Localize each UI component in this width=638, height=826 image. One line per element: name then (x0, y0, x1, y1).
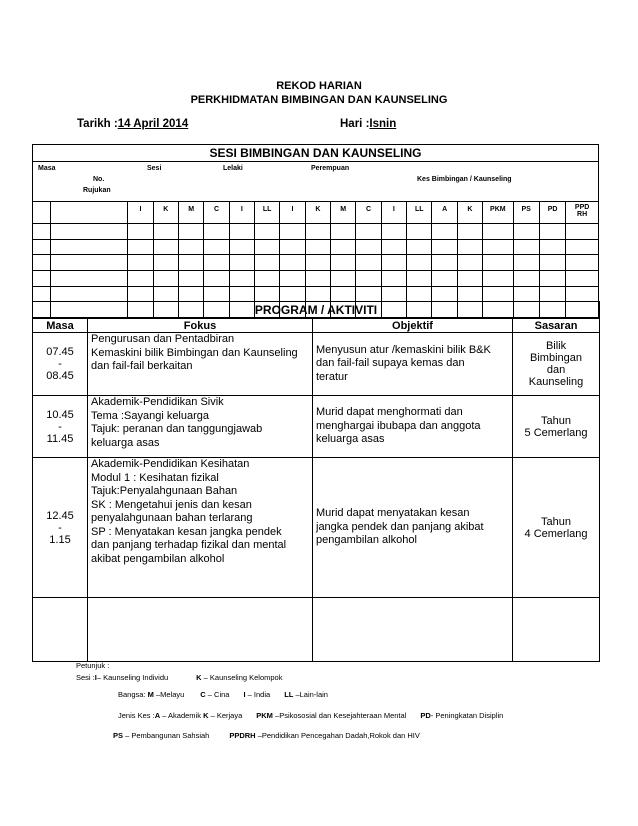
sub-kes-4: PD (539, 202, 565, 224)
sesi-empty-cell (128, 255, 153, 271)
program-masa-line: - (58, 420, 62, 433)
legend-text: – Cina (205, 690, 230, 699)
sesi-empty-cell (51, 286, 128, 302)
sesi-empty-cell (331, 224, 356, 240)
sesi-empty-cell (255, 224, 280, 240)
sesi-empty-cell (513, 286, 539, 302)
legend-text: – Pembangunan Sahsiah (123, 731, 210, 740)
program-header-fokus: Fokus (88, 319, 313, 333)
sesi-empty-cell (33, 271, 51, 287)
sesi-empty-cell (204, 286, 229, 302)
legend-title: Petunjuk : (76, 661, 110, 670)
sesi-empty-cell (381, 239, 406, 255)
program-empty-cell (513, 598, 600, 662)
sesi-empty-cell (566, 271, 599, 287)
legend-key: K (196, 673, 202, 682)
program-masa-line: - (58, 358, 62, 370)
sub-kes-3: PS (513, 202, 539, 224)
sesi-empty-cell (204, 271, 229, 287)
sesi-empty-cell (305, 224, 330, 240)
legend-ps (113, 731, 420, 740)
program-masa-line: 07.45 (46, 346, 74, 358)
program-fokus-line: keluarga asas (91, 436, 160, 449)
sub-sesi-0: I (128, 202, 153, 224)
program-objektif-line: dan fail-fail supaya kemas dan (316, 357, 465, 370)
sesi-empty-cell (432, 224, 457, 240)
program-fokus-line: Modul 1 : Kesihatan fizikal (91, 471, 219, 484)
program-objektif-cell (313, 333, 513, 396)
sesi-empty-cell (457, 255, 482, 271)
day-label: Hari : (340, 118, 370, 130)
sub-ppdrh-line1: PPD (574, 204, 590, 211)
program-fokus-line: Pengurusan dan Pentadbiran (91, 333, 235, 345)
sesi-empty-cell (432, 271, 457, 287)
legend-text: Jenis Kes : (118, 711, 155, 720)
sesi-empty-cell (381, 286, 406, 302)
sesi-empty-cell (407, 255, 432, 271)
legend-text: – Kerjaya (208, 711, 243, 720)
col-lelaki: Lelaki (223, 165, 243, 172)
program-fokus-line: penyalahgunaan bahan terlarang (91, 512, 253, 524)
program-masa-line: 12.45 (46, 509, 74, 522)
program-fokus-line: Tajuk: peranan dan tanggungjawab (91, 423, 263, 435)
legend-key: C (200, 690, 206, 699)
legend-key: PKM (256, 711, 273, 720)
sesi-empty-cell (457, 239, 482, 255)
sesi-empty-cell (513, 239, 539, 255)
legend-text: Sesi : (76, 673, 95, 682)
program-empty-cell (88, 598, 313, 662)
legend-text: - Peningkatan Disiplin (430, 711, 504, 720)
legend-key: PPDRH (229, 731, 256, 740)
sesi-empty-cell (432, 286, 457, 302)
date-value: 14 April 2014 (117, 118, 189, 130)
sesi-empty-cell (381, 255, 406, 271)
program-objektif-line: menghargai ibubapa dan anggota (316, 419, 481, 432)
sub-perempuan-4: I (381, 202, 406, 224)
col-kes: Kes Bimbingan / Kaunseling (417, 176, 512, 183)
legend-text: Bangsa: (118, 690, 148, 699)
sesi-empty-cell (178, 286, 203, 302)
sesi-empty-cell (153, 239, 178, 255)
sesi-empty-row (33, 286, 599, 302)
program-header-masa: Masa (33, 319, 88, 333)
legend-key: A (154, 711, 161, 720)
sesi-empty-cell (280, 239, 305, 255)
sesi-empty-cell (305, 271, 330, 287)
program-masa-line: 10.45 (46, 408, 74, 421)
sesi-empty-cell (255, 271, 280, 287)
program-masa-line: 08.45 (46, 370, 74, 382)
sesi-empty-cell (539, 271, 565, 287)
program-objektif-line: jangka pendek dan panjang akibat (316, 520, 484, 533)
sub-perempuan-3: C (356, 202, 381, 224)
sesi-empty-cell (33, 239, 51, 255)
sesi-empty-cell (33, 255, 51, 271)
sesi-empty-cell (128, 271, 153, 287)
program-fokus-cell (88, 333, 313, 396)
sesi-empty-cell (280, 224, 305, 240)
sub-kes-2: PKM (483, 202, 513, 224)
sub-lelaki-0: M (178, 202, 203, 224)
sesi-empty-cell (255, 239, 280, 255)
program-fokus-line: dan panjang terhadap fizikal dan mental (91, 539, 287, 551)
program-fokus-cell (88, 396, 313, 458)
sesi-table-title: SESI BIMBINGAN DAN KAUNSELING (33, 145, 599, 162)
program-objektif-cell (313, 396, 513, 458)
sub-perempuan-2: M (331, 202, 356, 224)
program-sasaran-cell (513, 458, 600, 598)
legend-jenis-kes (118, 711, 503, 720)
sesi-empty-cell (204, 255, 229, 271)
sesi-empty-cell (457, 271, 482, 287)
sesi-empty-cell (33, 286, 51, 302)
sesi-empty-cell (229, 224, 254, 240)
program-sasaran-cell (513, 333, 600, 396)
sesi-empty-cell (407, 224, 432, 240)
date-line (77, 118, 188, 130)
sesi-empty-cell (305, 255, 330, 271)
report-title: REKOD HARIAN (276, 80, 362, 92)
program-table (32, 301, 600, 662)
program-sasaran-line: Kaunseling (528, 376, 584, 388)
sesi-empty-cell (432, 255, 457, 271)
program-objektif-line: keluarga asas (316, 433, 385, 446)
sub-blank-rujukan (51, 202, 128, 224)
sesi-empty-cell (407, 239, 432, 255)
sub-lelaki-3: LL (255, 202, 280, 224)
legend-bangsa (118, 690, 328, 699)
sesi-empty-cell (153, 286, 178, 302)
col-sesi: Sesi (147, 165, 162, 172)
sesi-empty-cell (331, 239, 356, 255)
sesi-empty-cell (483, 286, 513, 302)
sesi-empty-cell (178, 239, 203, 255)
sesi-empty-cell (457, 224, 482, 240)
sesi-empty-cell (280, 255, 305, 271)
sesi-empty-cell (356, 286, 381, 302)
sesi-empty-cell (356, 271, 381, 287)
sesi-empty-cell (513, 255, 539, 271)
program-fokus-line: Kemaskini bilik Bimbingan dan Kaunseling (91, 346, 298, 359)
sesi-empty-cell (331, 255, 356, 271)
sesi-empty-cell (128, 239, 153, 255)
sesi-empty-cell (381, 271, 406, 287)
legend-key: LL (284, 690, 294, 699)
sesi-empty-cell (331, 286, 356, 302)
sesi-empty-cell (153, 255, 178, 271)
sesi-empty-cell (153, 224, 178, 240)
sesi-empty-cell (432, 239, 457, 255)
legend-key: K (203, 711, 209, 720)
sesi-empty-cell (483, 239, 513, 255)
report-subtitle: PERKHIDMATAN BIMBINGAN DAN KAUNSELING (190, 94, 448, 106)
sesi-empty-cell (483, 271, 513, 287)
sesi-empty-cell (566, 255, 599, 271)
sesi-empty-cell (51, 224, 128, 240)
legend-text: – Kaunseling Kelompok (201, 673, 283, 682)
sesi-empty-cell (33, 224, 51, 240)
legend-key: M (147, 690, 154, 699)
sesi-empty-cell (407, 271, 432, 287)
sesi-empty-cell (229, 271, 254, 287)
program-title: PROGRAM / AKTIVITI (33, 302, 600, 319)
sesi-empty-cell (305, 286, 330, 302)
sub-ppdrh-line2: RH (577, 211, 588, 218)
legend-key: PS (113, 731, 124, 740)
sesi-empty-cell (513, 224, 539, 240)
sesi-empty-cell (566, 224, 599, 240)
sub-kes-0: A (432, 202, 457, 224)
program-empty-cell (313, 598, 513, 662)
sub-blank-masa (33, 202, 51, 224)
sesi-empty-cell (305, 239, 330, 255)
sesi-empty-row (33, 239, 599, 255)
legend-text: – India (245, 690, 271, 699)
program-masa-cell (33, 333, 88, 396)
sesi-empty-cell (483, 255, 513, 271)
sub-kes-1: K (457, 202, 482, 224)
program-fokus-line: SP : Menyatakan kesan jangka pendek (91, 525, 282, 538)
sesi-empty-cell (51, 271, 128, 287)
program-objektif-line: teratur (316, 370, 348, 383)
program-objektif-line: Murid dapat menghormati dan (316, 406, 463, 419)
sesi-empty-cell (513, 271, 539, 287)
sesi-empty-cell (255, 286, 280, 302)
sesi-empty-cell (255, 255, 280, 271)
sesi-empty-cell (566, 239, 599, 255)
program-fokus-cell (88, 458, 313, 598)
sesi-empty-cell (280, 271, 305, 287)
program-fokus-line: SK : Mengetahui jenis dan kesan (91, 498, 252, 511)
program-sasaran-line: 4 Cemerlang (524, 527, 588, 540)
sub-perempuan-5: LL (407, 202, 432, 224)
sesi-empty-cell (153, 271, 178, 287)
sesi-empty-cell (539, 224, 565, 240)
sesi-empty-cell (566, 286, 599, 302)
sesi-empty-cell (539, 286, 565, 302)
sesi-empty-cell (128, 286, 153, 302)
program-masa-line: 1.15 (49, 533, 71, 546)
sesi-empty-cell (229, 286, 254, 302)
legend-text: –Lain-lain (293, 690, 328, 699)
legend-text: –Melayu (153, 690, 185, 699)
program-row (33, 396, 600, 458)
program-empty-cell (33, 598, 88, 662)
program-fokus-line: Akademik-Pendidikan Kesihatan (91, 458, 250, 470)
program-objektif-line: Menyusun atur /kemaskini bilik B&K (316, 343, 491, 356)
program-sasaran-line: Tahun (541, 414, 572, 427)
sesi-empty-cell (356, 255, 381, 271)
sub-sesi-1: K (153, 202, 178, 224)
sesi-empty-row (33, 224, 599, 240)
col-masa: Masa (38, 165, 56, 172)
sesi-empty-cell (51, 255, 128, 271)
program-objektif-line: pengambilan alkohol (316, 534, 417, 547)
sesi-empty-cell (229, 255, 254, 271)
sesi-empty-cell (457, 286, 482, 302)
sesi-empty-row (33, 255, 599, 271)
sesi-empty-cell (280, 286, 305, 302)
sub-lelaki-2: I (229, 202, 254, 224)
sesi-empty-cell (331, 271, 356, 287)
program-masa-line: 11.45 (46, 432, 74, 445)
program-fokus-line: Tema :Sayangi keluarga (91, 409, 210, 422)
program-sasaran-line: Bilik (545, 340, 567, 352)
sesi-empty-cell (178, 255, 203, 271)
program-fokus-line: Tajuk:Penyalahgunaan Bahan (91, 485, 238, 497)
sesi-empty-cell (356, 224, 381, 240)
sub-perempuan-1: K (305, 202, 330, 224)
sub-perempuan-0: I (280, 202, 305, 224)
legend-key: I (94, 673, 97, 682)
sub-ppdrh (566, 202, 599, 224)
day-line (340, 118, 396, 130)
sub-lelaki-1: C (204, 202, 229, 224)
sesi-table (32, 144, 599, 318)
col-perempuan: Perempuan (311, 165, 350, 172)
legend-key: I (243, 690, 246, 699)
program-objektif-line: Murid dapat menyatakan kesan (316, 507, 470, 520)
sesi-empty-cell (356, 239, 381, 255)
program-sasaran-line: 5 Cemerlang (524, 426, 588, 439)
program-sasaran-line: Tahun (541, 515, 572, 528)
day-value: Isnin (369, 118, 397, 130)
sesi-empty-row (33, 271, 599, 287)
legend-key: PD (420, 711, 431, 720)
program-sasaran-cell (513, 396, 600, 458)
program-header-sasaran: Sasaran (513, 319, 600, 333)
legend-text: – Kaunseling Individu (96, 673, 169, 682)
program-fokus-line: Akademik-Pendidikan Sivik (91, 396, 224, 408)
program-masa-cell (33, 458, 88, 598)
sesi-empty-cell (539, 239, 565, 255)
program-header-objektif: Objektif (313, 319, 513, 333)
sesi-empty-cell (178, 224, 203, 240)
program-masa-cell (33, 396, 88, 458)
sesi-empty-cell (483, 224, 513, 240)
legend-text: – Akademik (160, 711, 204, 720)
program-row (33, 458, 600, 598)
sesi-empty-cell (51, 239, 128, 255)
program-masa-line: - (58, 521, 62, 534)
program-fokus-line: akibat pengambilan alkohol (91, 552, 225, 565)
sesi-empty-cell (229, 239, 254, 255)
sesi-table-header (33, 162, 599, 202)
col-rujukan: Rujukan (83, 187, 111, 194)
program-sasaran-line: dan (546, 364, 566, 376)
legend-sesi (76, 673, 282, 682)
sesi-empty-cell (128, 224, 153, 240)
sesi-empty-cell (381, 224, 406, 240)
legend-text: –Psikososial dan Kesejahteraan Mental (272, 711, 407, 720)
program-objektif-cell (313, 458, 513, 598)
program-fokus-line: dan fail-fail berkaitan (91, 360, 193, 372)
legend-text: –Pendidikan Pencegahan Dadah,Rokok dan HIV (255, 731, 420, 740)
program-row (33, 333, 600, 396)
sesi-empty-cell (407, 286, 432, 302)
sesi-empty-cell (204, 224, 229, 240)
sesi-empty-cell (539, 255, 565, 271)
sesi-empty-cell (178, 271, 203, 287)
col-no: No. (93, 176, 105, 183)
date-label: Tarikh : (77, 118, 118, 130)
program-sasaran-line: Bimbingan (530, 352, 583, 364)
sesi-empty-cell (204, 239, 229, 255)
